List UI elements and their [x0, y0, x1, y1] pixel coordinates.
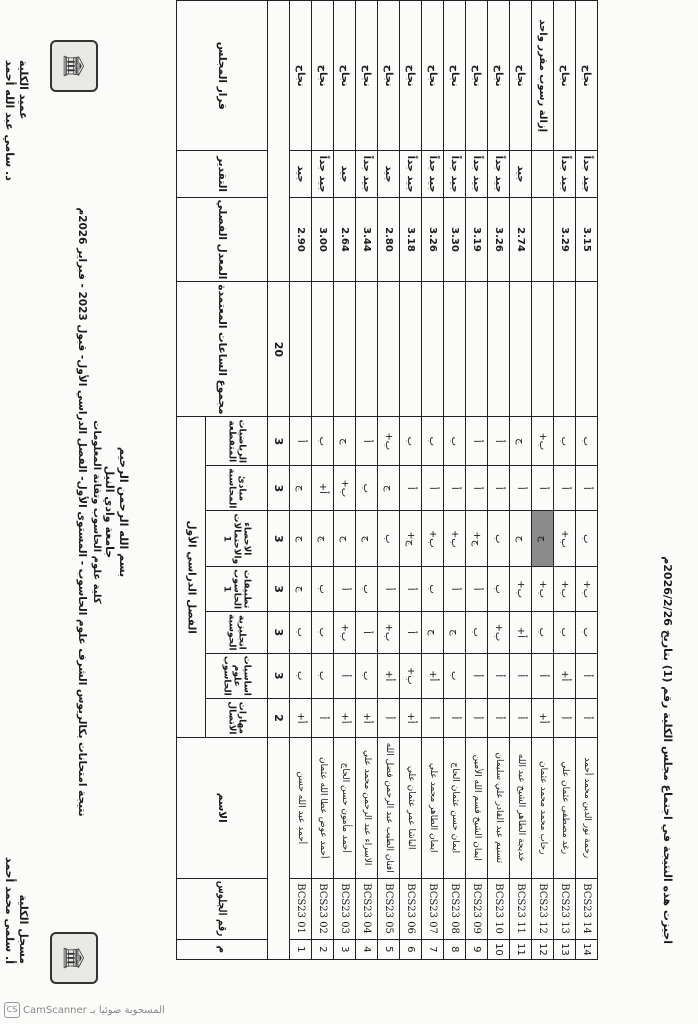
course-grade: ب — [356, 466, 378, 511]
grade-estimate: جيد جداً — [488, 151, 510, 197]
document-title: نتيجة امتحانات بكالريوس الشرف علوم الحاسوب - المستوى الأول- الفصل الدراسي الأول- قبول 2023 - فبراير 2026م — [76, 207, 88, 817]
course-grade: ج+ — [466, 511, 488, 567]
course-grade: ج — [356, 511, 378, 567]
course-grade: أ — [378, 567, 400, 612]
student-name: الاسراء عبد الرحمن محمد علي — [356, 737, 378, 878]
row-index: 5 — [378, 939, 400, 959]
row-index: 1 — [290, 939, 312, 959]
semester-gpa — [532, 197, 554, 282]
council-decision: نجاح — [510, 1, 532, 151]
header-row — [177, 1, 206, 960]
seat-number: BCS23 09 — [466, 878, 488, 939]
credit-hours-cell: 3 — [268, 511, 290, 567]
row-index: 3 — [334, 939, 356, 959]
course-grade: ب — [488, 511, 510, 567]
col-course: مبادئ المحاسبة — [206, 466, 268, 511]
student-name: أحمد مأمون حسن الحاج — [334, 737, 356, 878]
seat-number: BCS23 02 — [312, 878, 334, 939]
course-grade: أ — [510, 466, 532, 511]
course-grade: أ — [466, 698, 488, 737]
council-decision: نجاح — [466, 1, 488, 151]
col-course: تطبيقات الحاسوب 1 — [206, 567, 268, 612]
course-grade: أ — [400, 567, 422, 612]
course-grade: ب — [356, 567, 378, 612]
semester-gpa: 2.64 — [334, 197, 356, 282]
row-index: 2 — [312, 939, 334, 959]
row-index: 11 — [510, 939, 532, 959]
grade-estimate: جيد جداً — [356, 151, 378, 197]
credit-hours-cell: 3 — [268, 612, 290, 654]
grade-estimate: جيد — [290, 151, 312, 197]
course-grade: ب+ — [334, 466, 356, 511]
course-grade: أ — [488, 417, 510, 466]
course-grade: أ — [488, 698, 510, 737]
seat-number: BCS23 11 — [510, 878, 532, 939]
course-grade: ب+ — [444, 511, 466, 567]
credit-hours-cell: 2 — [268, 698, 290, 737]
course-grade: ب — [466, 612, 488, 654]
table-row — [532, 1, 554, 960]
grade-estimate: جيد جداً — [576, 151, 598, 197]
course-grade: ب — [554, 612, 576, 654]
course-grade: ب — [576, 612, 598, 654]
course-grade: ب — [554, 417, 576, 466]
course-grade: أ+ — [290, 698, 312, 737]
dean-name: د. سامي عبد الله أحمد — [3, 60, 16, 181]
table-row — [356, 1, 378, 960]
council-decision: إزالة رسوب مقرر واحد — [532, 1, 554, 151]
seat-number: BCS23 06 — [400, 878, 422, 939]
row-index: 13 — [554, 939, 576, 959]
course-grade: ج — [334, 511, 356, 567]
row-index: 12 — [532, 939, 554, 959]
basmala: بسم الله الرحمن الرحيم — [117, 446, 130, 578]
course-grade: ب — [400, 417, 422, 466]
col-course: الرياضيات المتقطعة — [206, 417, 268, 466]
course-grade: أ+ — [510, 612, 532, 654]
student-name: ايمان الطاهر محمد علي — [422, 737, 444, 878]
course-grade: أ — [466, 567, 488, 612]
col-course: انجليزية الحوسبة — [206, 612, 268, 654]
credit-hours-row — [268, 1, 290, 960]
grade-estimate: جيد جداً — [466, 151, 488, 197]
student-name: تسنيم عبد القادر علي سليمان — [488, 737, 510, 878]
row-index: 14 — [576, 939, 598, 959]
table-row — [444, 1, 466, 960]
table-row — [576, 1, 598, 960]
row-index: 9 — [466, 939, 488, 959]
grade-estimate: جيد — [334, 151, 356, 197]
course-grade: ج — [510, 417, 532, 466]
semester-gpa: 3.00 — [312, 197, 334, 282]
camscanner-icon: CS — [4, 1002, 20, 1018]
council-decision: نجاح — [356, 1, 378, 151]
grade-estimate: جيد جداً — [444, 151, 466, 197]
course-grade: أ — [466, 417, 488, 466]
student-name: رغد مصطفى عثمان علي — [554, 737, 576, 878]
course-grade: ب — [576, 511, 598, 567]
course-grade: ب — [444, 653, 466, 698]
course-grade: أ+ — [532, 698, 554, 737]
credit-hours-cell: 3 — [268, 653, 290, 698]
council-decision: نجاح — [422, 1, 444, 151]
course-grade: أ+ — [400, 698, 422, 737]
col-decision: قرار المجلس — [177, 1, 268, 151]
course-grade: أ — [356, 417, 378, 466]
course-grade: أ — [488, 466, 510, 511]
grade-estimate: جيد — [378, 151, 400, 197]
council-decision: نجاح — [334, 1, 356, 151]
course-grade: ب — [312, 653, 334, 698]
course-grade: ج — [290, 466, 312, 511]
semester-gpa: 3.30 — [444, 197, 466, 282]
col-name: الاسم — [177, 737, 268, 878]
approval-note: اجيزت هذه النتيجة في اجتماع مجلس الكلية رقم (1) بتاريخ 2026/2/26م — [661, 556, 674, 944]
course-grade: أ — [400, 612, 422, 654]
council-decision: نجاح — [378, 1, 400, 151]
course-grade: أ — [576, 466, 598, 511]
council-decision: نجاح — [290, 1, 312, 151]
course-grade: أ — [576, 698, 598, 737]
student-name: ايمان حسن عثمان الحاج — [444, 737, 466, 878]
student-name: افنان الطيب عبد الرحمن فضل الله — [378, 737, 400, 878]
grade-estimate: جيد — [510, 151, 532, 197]
course-grade: ب+ — [488, 612, 510, 654]
student-name: رحمة نور الدين محمد أحمد — [576, 737, 598, 878]
course-grade: ب+ — [554, 567, 576, 612]
col-course: مهارات الاتصال — [206, 698, 268, 737]
course-grade: ج — [422, 612, 444, 654]
course-grade: أ — [290, 417, 312, 466]
student-name: رحاب محمد محمد عثمان — [532, 737, 554, 878]
council-decision: نجاح — [488, 1, 510, 151]
course-grade: ب+ — [400, 653, 422, 698]
university-logo-icon: 🏛 — [50, 932, 98, 984]
course-grade: أ — [444, 466, 466, 511]
grade-estimate: جيد جداً — [400, 151, 422, 197]
course-grade: ج — [532, 511, 554, 567]
row-index: 6 — [400, 939, 422, 959]
total-credit-hours: 20 — [268, 282, 290, 417]
course-grade: ب — [378, 511, 400, 567]
seat-number: BCS23 01 — [290, 878, 312, 939]
table-row — [312, 1, 334, 960]
seat-number: BCS23 04 — [356, 878, 378, 939]
course-grade: ج — [312, 511, 334, 567]
course-grade: ب — [422, 417, 444, 466]
course-grade: ب — [576, 417, 598, 466]
course-grade: أ — [378, 698, 400, 737]
council-decision: نجاح — [576, 1, 598, 151]
course-grade: ب — [422, 567, 444, 612]
col-total-hours: مجموع الساعات المعتمدة — [177, 282, 268, 417]
course-grade: ب+ — [554, 511, 576, 567]
course-grade: ب+ — [576, 567, 598, 612]
row-index: 4 — [356, 939, 378, 959]
course-grade: أ+ — [422, 653, 444, 698]
course-grade: أ — [422, 466, 444, 511]
credit-hours-cell: 3 — [268, 466, 290, 511]
seat-number: BCS23 08 — [444, 878, 466, 939]
seat-number: BCS23 10 — [488, 878, 510, 939]
course-grade: ب+ — [532, 567, 554, 612]
course-grade: ب — [312, 417, 334, 466]
course-grade: أ — [444, 698, 466, 737]
council-decision: نجاح — [400, 1, 422, 151]
table-row — [554, 1, 576, 960]
row-index: 7 — [422, 939, 444, 959]
course-grade: ب — [488, 567, 510, 612]
course-grade: أ — [554, 466, 576, 511]
semester-gpa: 3.15 — [576, 197, 598, 282]
semester-gpa: 2.80 — [378, 197, 400, 282]
course-grade: أ+ — [554, 653, 576, 698]
course-grade: ب+ — [510, 567, 532, 612]
semester-gpa: 2.90 — [290, 197, 312, 282]
semester-gpa: 3.26 — [422, 197, 444, 282]
course-grade: ب+ — [378, 612, 400, 654]
results-table — [176, 0, 598, 960]
course-grade: ب — [356, 653, 378, 698]
council-decision: نجاح — [554, 1, 576, 151]
col-course: الاحصاء والاحتمالات 1 — [206, 511, 268, 567]
col-index: م — [177, 939, 268, 959]
seat-number: BCS23 07 — [422, 878, 444, 939]
course-grade: أ — [400, 466, 422, 511]
course-grade: أ — [334, 567, 356, 612]
table-row — [488, 1, 510, 960]
course-grade: ب+ — [378, 417, 400, 466]
table-row — [400, 1, 422, 960]
col-grade: التقدير — [177, 151, 268, 197]
credit-hours-cell: 3 — [268, 417, 290, 466]
seat-number: BCS23 13 — [554, 878, 576, 939]
course-grade: ب+ — [422, 511, 444, 567]
course-grade: أ — [510, 698, 532, 737]
credit-hours-cell: 3 — [268, 567, 290, 612]
university-name: جامعة وادي النيل — [103, 465, 116, 559]
course-grade: أ — [356, 612, 378, 654]
seat-number: BCS23 05 — [378, 878, 400, 939]
course-grade: أ — [466, 466, 488, 511]
student-name: أحمد عبد الله حسن — [290, 737, 312, 878]
student-name: أحمد عوض عطا الله عثمان — [312, 737, 334, 878]
semester-gpa: 3.29 — [554, 197, 576, 282]
row-index: 8 — [444, 939, 466, 959]
semester-gpa: 2.74 — [510, 197, 532, 282]
scanner-watermark: CS CamScanner المسحوبة ضوئيا بـ — [4, 1002, 165, 1018]
course-grade: أ — [334, 653, 356, 698]
course-grade: ج — [378, 466, 400, 511]
course-grade: ج — [334, 417, 356, 466]
faculty-logo-icon: 🏛 — [50, 40, 98, 92]
table-row — [422, 1, 444, 960]
table-row — [378, 1, 400, 960]
course-grade: أ — [422, 698, 444, 737]
grade-estimate: جيد جداً — [422, 151, 444, 197]
course-grade: ب — [290, 653, 312, 698]
table-row — [334, 1, 356, 960]
course-grade: أ+ — [334, 698, 356, 737]
grade-estimate: جيد جداً — [312, 151, 334, 197]
course-grade: أ — [510, 653, 532, 698]
col-semester: الفصل الدراسي الأول — [177, 417, 206, 737]
registrar-title: مسجل الكلية — [17, 894, 30, 964]
course-grade: ج — [444, 612, 466, 654]
course-grade: أ — [576, 653, 598, 698]
table-row — [466, 1, 488, 960]
council-decision: نجاح — [444, 1, 466, 151]
course-grade: أ+ — [378, 653, 400, 698]
col-course: اساسيات علوم الحاسوب — [206, 653, 268, 698]
course-grade: أ — [488, 653, 510, 698]
grade-estimate: جيد جداً — [554, 151, 576, 197]
registrar-name: أ. سلمى محمد أحمد — [3, 856, 16, 964]
course-grade: ج+ — [400, 511, 422, 567]
course-grade: ج — [290, 567, 312, 612]
course-grade: ب — [290, 612, 312, 654]
course-grade: أ — [466, 653, 488, 698]
course-grade: أ+ — [356, 698, 378, 737]
results-body — [268, 1, 598, 960]
seat-number: BCS23 03 — [334, 878, 356, 939]
course-grade: أ — [532, 653, 554, 698]
course-grade: أ — [312, 698, 334, 737]
course-grade: ب — [444, 417, 466, 466]
seat-number: BCS23 12 — [532, 878, 554, 939]
col-seat-number: رقم الجلوس — [177, 878, 268, 939]
course-grade: أ — [532, 466, 554, 511]
seat-number: BCS23 14 — [576, 878, 598, 939]
course-grade: أ — [554, 698, 576, 737]
grade-estimate — [532, 151, 554, 197]
semester-gpa: 3.18 — [400, 197, 422, 282]
semester-gpa: 3.19 — [466, 197, 488, 282]
course-grade: ب — [312, 612, 334, 654]
course-grade: ب — [312, 567, 334, 612]
course-grade: ب+ — [334, 612, 356, 654]
course-grade: أ+ — [312, 466, 334, 511]
faculty-name: كلية علوم الحاسوب وتقانة المعلومات — [91, 420, 102, 604]
table-row — [510, 1, 532, 960]
student-name: ايمان الشيخ قسم الله الأمين — [466, 737, 488, 878]
col-gpa: المعدل الفصلي — [177, 197, 268, 282]
table-row — [290, 1, 312, 960]
semester-gpa: 3.44 — [356, 197, 378, 282]
row-index: 10 — [488, 939, 510, 959]
student-name: الباشا عمر عثمان علي — [400, 737, 422, 878]
course-grade: ج — [510, 511, 532, 567]
course-grade: أ — [444, 567, 466, 612]
course-grade: ج — [290, 511, 312, 567]
council-decision: نجاح — [312, 1, 334, 151]
student-name: خديجة الطاهر الشيخ عبد الله — [510, 737, 532, 878]
semester-gpa: 3.26 — [488, 197, 510, 282]
course-grade: ب+ — [532, 417, 554, 466]
course-grade: ب — [532, 612, 554, 654]
dean-title: عميد الكلية — [17, 60, 30, 120]
